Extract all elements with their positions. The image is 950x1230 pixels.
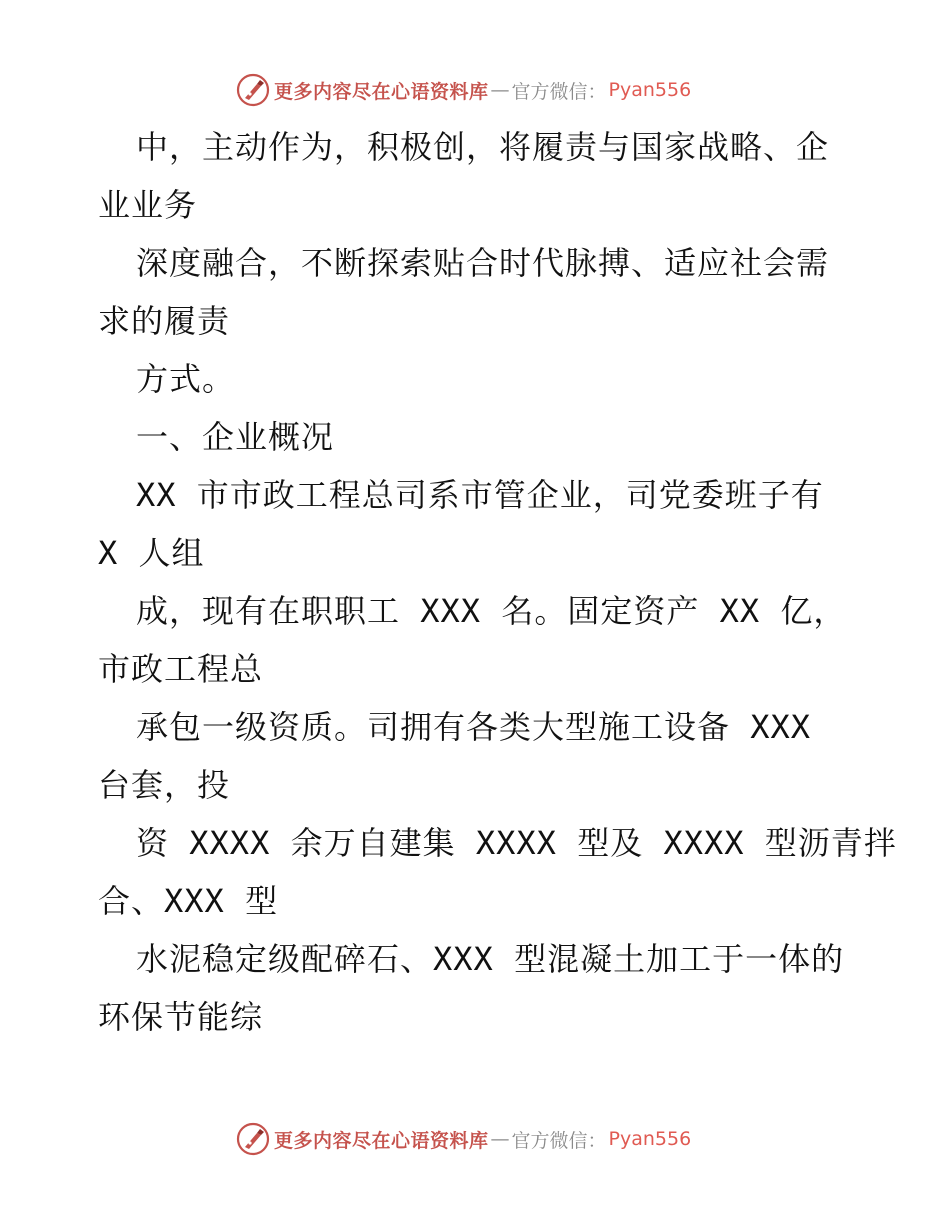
text-line: XX 市市政工程总司系市管企业，司党委班子有 xyxy=(136,476,824,514)
text-line: 成，现有在职职工 XXX 名。固定资产 XX 亿， xyxy=(136,592,847,630)
watermark-dash: — xyxy=(490,79,510,101)
watermark-brand: 更多内容尽在心语资料库 xyxy=(274,80,489,103)
watermark-wechat-label: 官方微信： xyxy=(511,1129,607,1152)
watermark-dash: — xyxy=(490,1128,510,1150)
document-body xyxy=(98,118,897,1046)
text-line: 求的履责 xyxy=(98,302,231,340)
text-line: 市政工程总 xyxy=(98,650,264,688)
text-line: 环保节能综 xyxy=(98,998,264,1036)
text-line: 合、XXX 型 xyxy=(98,882,279,920)
fountain-pen-icon xyxy=(236,1122,270,1156)
text-line: 承包一级资质。司拥有各类大型施工设备 XXX xyxy=(136,708,812,746)
watermark-wechat-id: Pyan556 xyxy=(608,79,692,101)
text-line: 资 XXXX 余万自建集 XXXX 型及 XXXX 型沥青拌 xyxy=(136,824,897,862)
watermark-wechat-label: 官方微信： xyxy=(511,80,607,103)
watermark-wechat-id: Pyan556 xyxy=(608,1128,692,1150)
header-watermark xyxy=(236,73,756,107)
text-line: 水泥稳定级配碎石、XXX 型混凝土加工于一体的 xyxy=(136,940,845,978)
text-line: 方式。 xyxy=(136,360,236,398)
section-heading: 一、企业概况 xyxy=(136,418,335,456)
text-line: 台套，投 xyxy=(98,766,231,804)
footer-watermark xyxy=(236,1122,756,1156)
text-line: 业业务 xyxy=(98,186,198,224)
fountain-pen-icon xyxy=(236,73,270,107)
text-line: 深度融合，不断探索贴合时代脉搏、适应社会需 xyxy=(136,244,830,282)
text-line: 中，主动作为，积极创，将履责与国家战略、企 xyxy=(136,128,830,166)
watermark-brand: 更多内容尽在心语资料库 xyxy=(274,1129,489,1152)
text-line: X 人组 xyxy=(98,534,205,572)
